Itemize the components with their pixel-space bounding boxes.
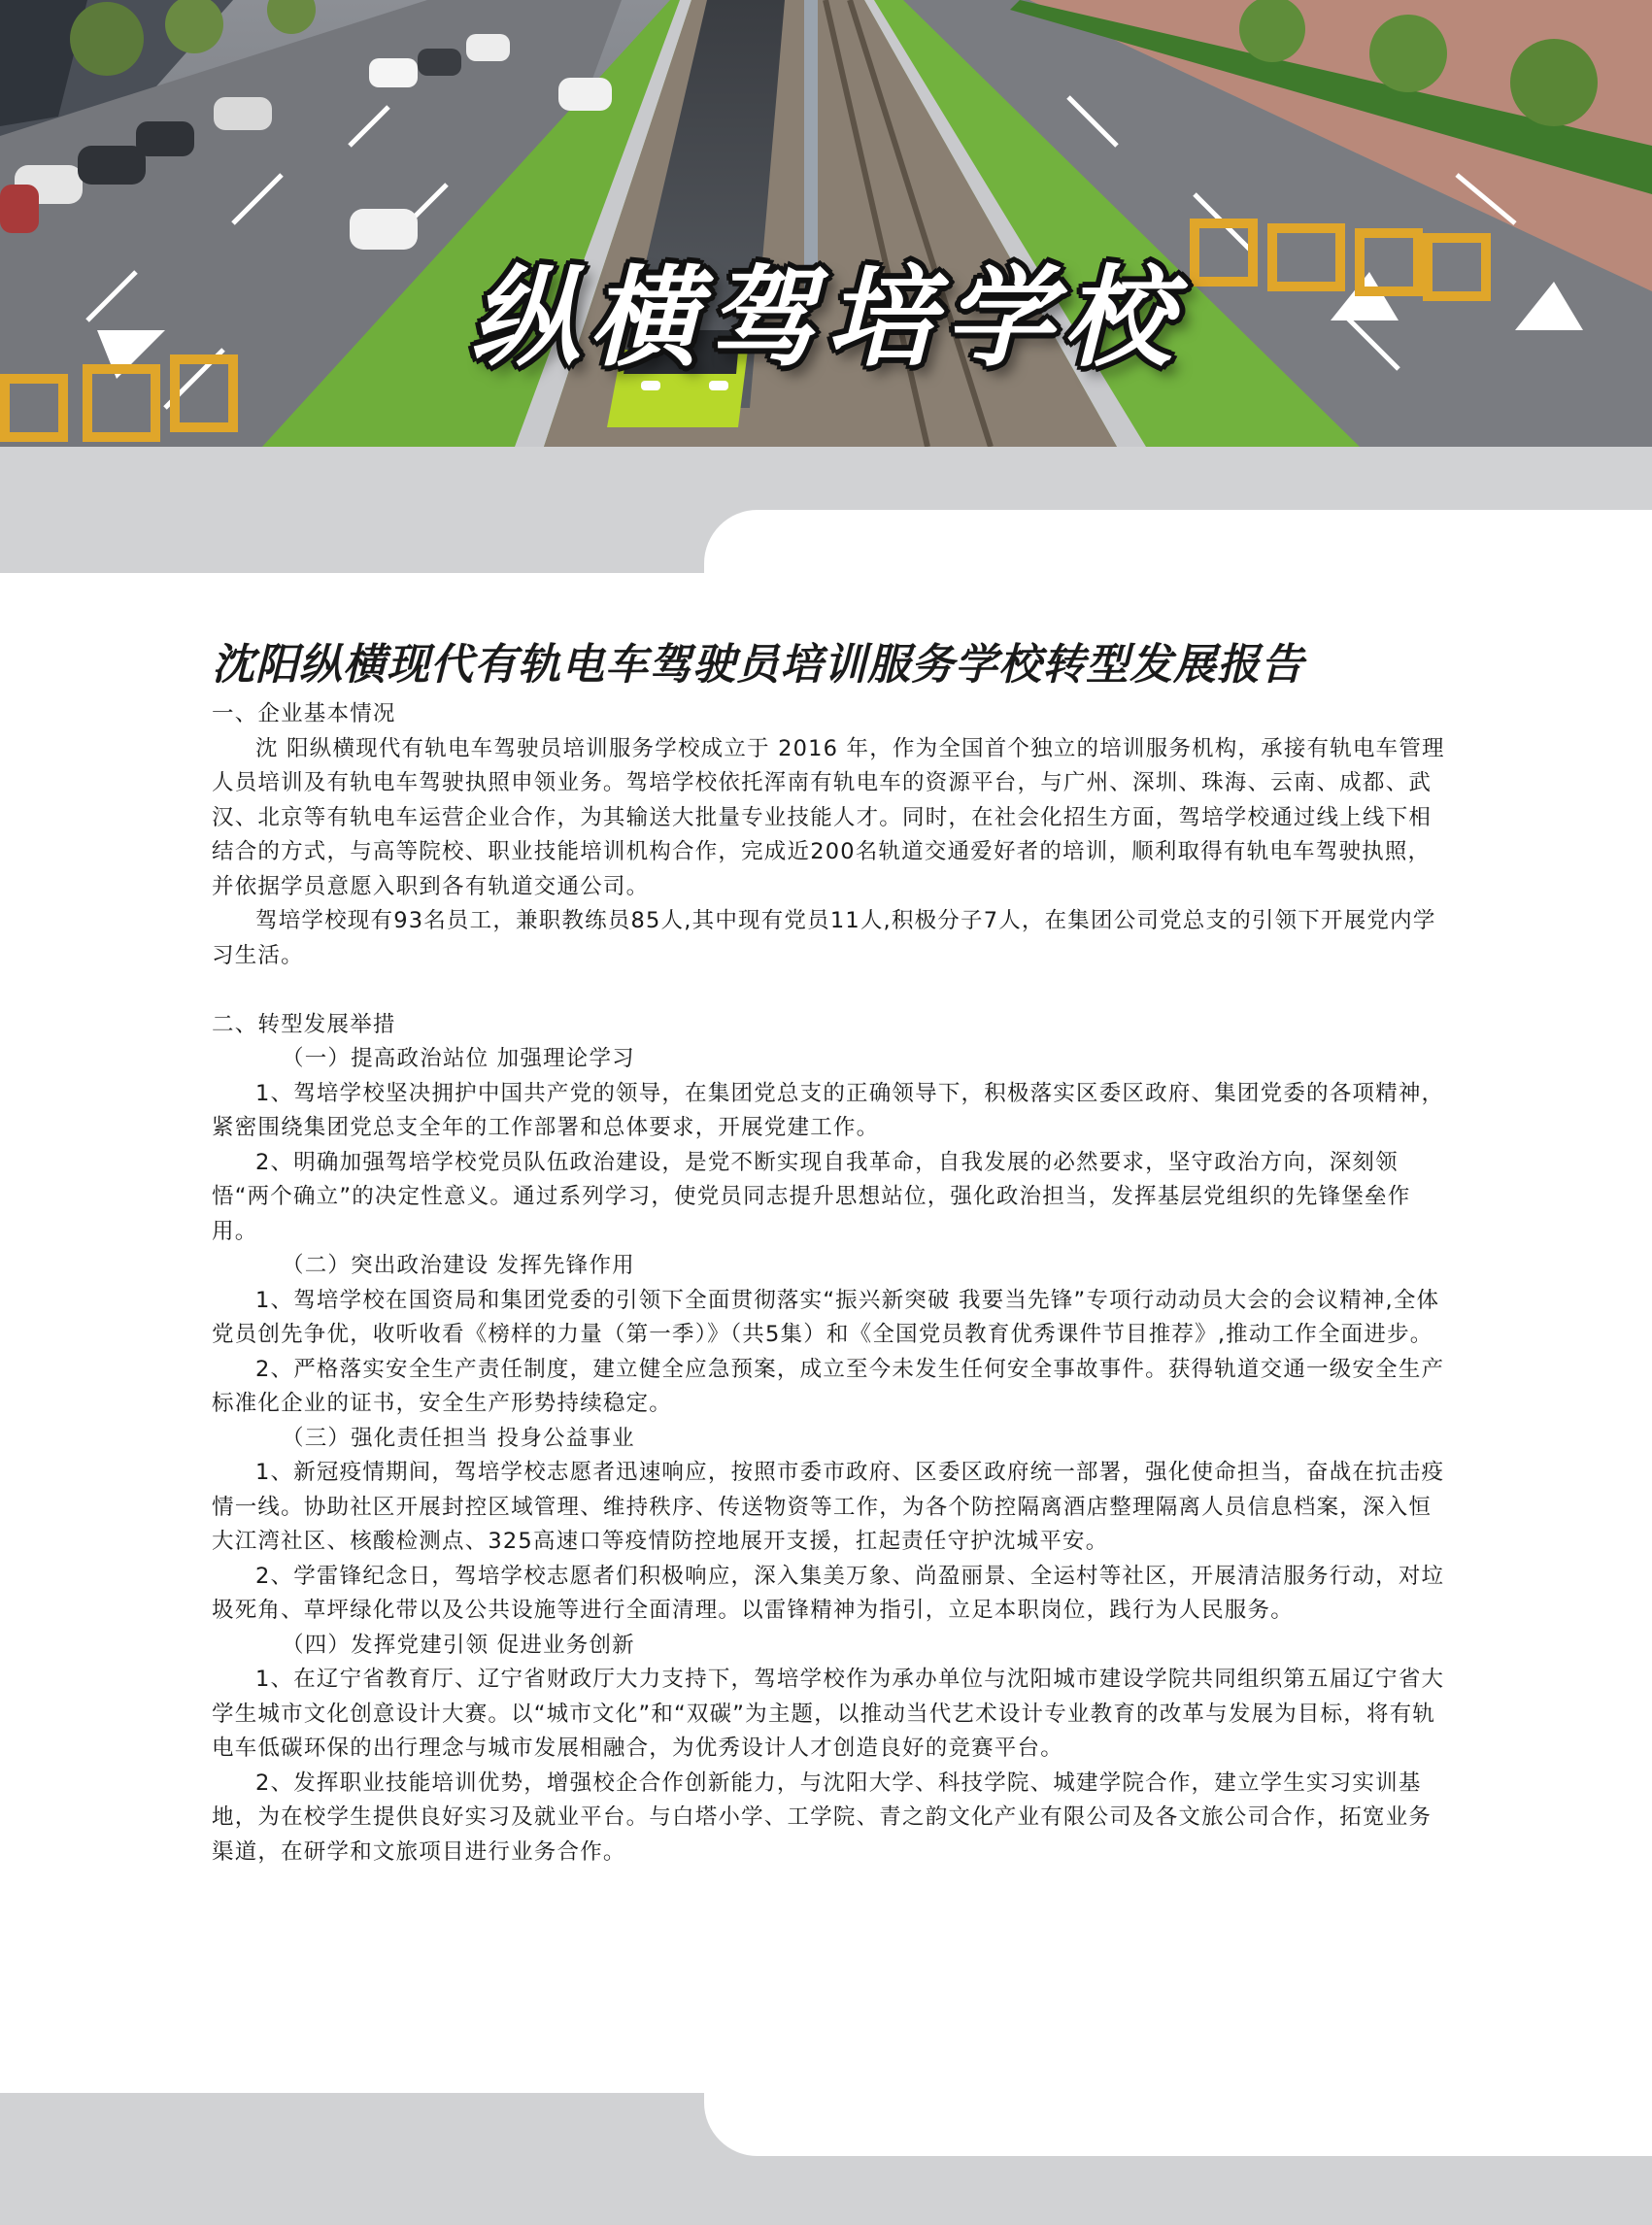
subsection-heading: （四）发挥党建引领 促进业务创新	[282, 1632, 635, 1658]
paragraph: 1、驾培学校在国资局和集团党委的引领下全面贯彻落实“振兴新突破 我要当先锋”专项行动动员大会的会议精神,全体党员创先争优，收听收看《榜样的力量（第一季）》（共5集）和《全国党员教育优秀课件节目推荐》,推动工作全面进步。	[212, 1287, 1440, 1347]
paragraph: 1、新冠疫情期间，驾培学校志愿者迅速响应，按照市委市政府、区委区政府统一部署，强化使命担当，奋战在抗击疫情一线。协助社区开展封控区域管理、维持秩序、传送物资等工作，为各个防控隔离酒店整理隔离人员信息档案，深入恒大江湾社区、核酸检测点、325高速口等疫情防控地展开支援，扛起责任守护沈城平安。	[212, 1460, 1445, 1554]
hero-title: 纵横驾培学校	[470, 255, 1182, 382]
section-heading: 二、转型发展举措	[212, 1011, 396, 1037]
bottom-band-tab	[0, 2093, 704, 2151]
paragraph: 2、发挥职业技能培训优势，增强校企合作创新能力，与沈阳大学、科技学院、城建学院合作，建立学生实习实训基地，为在校学生提供良好实习及就业平台。与白塔小学、工学院、青之韵文化产业有限公司及各文旅公司合作，拓宽业务渠道，在研学和文旅项目进行业务合作。	[212, 1770, 1433, 1865]
paragraph: 2、严格落实安全生产责任制度，建立健全应急预案，成立至今未发生任何安全事故事件。获得轨道交通一级安全生产标准化企业的证书，安全生产形势持续稳定。	[212, 1356, 1445, 1416]
hero-photo	[0, 0, 1652, 447]
tree	[70, 2, 144, 76]
top-band-cutout	[704, 510, 1652, 578]
paragraph: 1、驾培学校坚决拥护中国共产党的领导，在集团党总支的正确领导下，积极落实区委区政府、集团党委的各项精神，紧密围绕集团党总支全年的工作部署和总体要求，开展党建工作。	[212, 1080, 1445, 1140]
section-heading: 一、企业基本情况	[212, 701, 396, 726]
subsection-heading: （三）强化责任担当 投身公益事业	[282, 1425, 635, 1451]
tree	[1369, 15, 1447, 92]
report-body	[212, 697, 1450, 1870]
bottom-band-cutout	[704, 2093, 1652, 2156]
subsection-heading: （一）提高政治站位 加强理论学习	[282, 1046, 635, 1071]
paragraph: 沈 阳纵横现代有轨电车驾驶员培训服务学校成立于 2016 年，作为全国首个独立的培训服务机构，承接有轨电车管理人员培训及有轨电车驾驶执照申领业务。驾培学校依托浑南有轨电车的资源平台，与广州、深圳、珠海、云南、成都、武汉、北京等有轨电车运营企业合作，为其输送大批量专业技能人才。同时，在社会化招生方面，驾培学校通过线上线下相结合的方式，与高等院校、职业技能培训机构合作，完成近200名轨道交通爱好者的培训，顺利取得有轨电车驾驶执照，并依据学员意愿入职到各有轨道交通公司。	[212, 735, 1445, 899]
subsection-heading: （二）突出政治建设 发挥先锋作用	[282, 1253, 635, 1278]
paragraph: 2、明确加强驾培学校党员队伍政治建设，是党不断实现自我革命，自我发展的必然要求，坚守政治方向，深刻领悟“两个确立”的决定性意义。通过系列学习，使党员同志提升思想站位，强化政治担当，发挥基层党组织的先锋堡垒作用。	[212, 1149, 1411, 1244]
top-band-tab	[0, 447, 704, 573]
paragraph: 1、在辽宁省教育厅、辽宁省财政厅大力支持下，驾培学校作为承办单位与沈阳城市建设学院共同组织第五届辽宁省大学生城市文化创意设计大赛。以“城市文化”和“双碳”为主题，以推动当代艺术设计专业教育的改革与发展为目标，将有轨电车低碳环保的出行理念与城市发展相融合，为优秀设计人才创造良好的竞赛平台。	[212, 1667, 1445, 1761]
tree	[1510, 39, 1598, 126]
report-title: 沈阳纵横现代有轨电车驾驶员培训服务学校转型发展报告	[212, 640, 1304, 690]
paragraph: 2、学雷锋纪念日，驾培学校志愿者们积极响应，深入集美万象、尚盈丽景、全运村等社区，开展清洁服务行动，对垃圾死角、草坪绿化带以及公共设施等进行全面清理。以雷锋精神为指引，立足本职岗位，践行为人民服务。	[212, 1563, 1445, 1623]
paragraph: 驾培学校现有93名员工，兼职教练员85人,其中现有党员11人,积极分子7人，在集团公司党总支的引领下开展党内学习生活。	[212, 908, 1436, 968]
spacer	[212, 973, 1450, 1008]
